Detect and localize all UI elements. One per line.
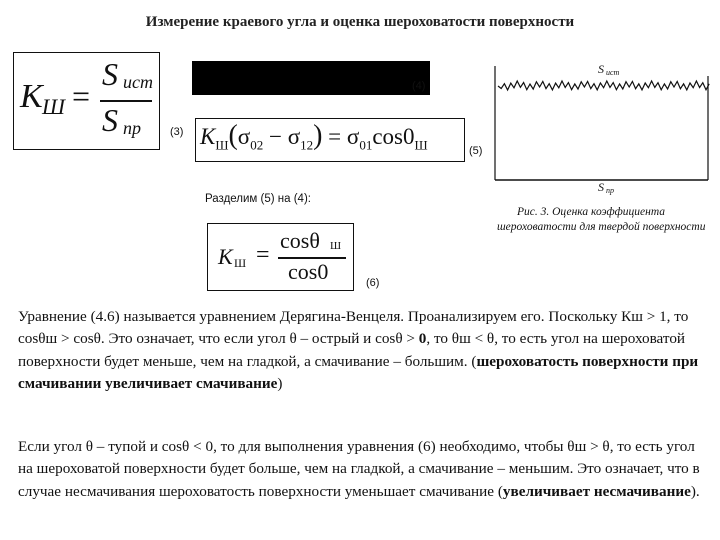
formula-3-paren-open: ( — [228, 120, 238, 151]
formula-3-eq: = — [322, 124, 347, 149]
formula-3-sub02: 02 — [250, 137, 264, 153]
figure-bottom-label-s: S — [598, 180, 604, 194]
paragraph-1-part-2: , то θш < θ, то есть угол на шероховатой поверхности будет меньше, чем на гладкой, а смачивание – большим. ( — [18, 330, 686, 370]
formula-kw-eq: = — [72, 78, 91, 114]
formula-kw-sub-ist: ист — [123, 72, 153, 92]
equation-label-5: (5) — [469, 145, 483, 157]
formula-kw — [20, 56, 155, 144]
formula-3-sigma01: σ — [346, 124, 360, 149]
paragraph-2-part-1: Если угол θ – тупой и cosθ < 0, то для выполнения уравнения (6) необходимо, чтобы θш > θ, то есть угол на шероховатой поверхности будет больше, чем на гладкой, а смачивание – меньшим. Это означает, что в случае несмачивания шероховатость поверхности уменьшает смачивание ( — [18, 438, 700, 500]
formula-3-minus: − — [263, 124, 288, 149]
formula-6-num-sub: Ш — [330, 240, 342, 252]
figure-top-label-s: S — [598, 62, 604, 76]
formula-kw-s-top: S — [102, 56, 118, 92]
formula-kw-s-bottom: S — [102, 102, 118, 138]
formula-6-num-cos: cosθ — [280, 228, 320, 253]
equation-label-6: (6) — [366, 277, 380, 289]
formula-3-theta: 0 — [402, 124, 415, 149]
formula-3-sub01: 01 — [359, 137, 373, 153]
roughness-figure — [490, 56, 712, 196]
formula-3-sigma02: σ — [237, 124, 251, 149]
rough-surface-line — [498, 81, 709, 90]
formula-3-sub-w2: Ш — [414, 137, 428, 153]
formula-kw-k: K — [20, 78, 43, 115]
paragraph-2-part-2: ). — [690, 482, 700, 500]
paragraph-1-bold-1: 0 — [418, 330, 427, 348]
formula-6-k: K — [218, 244, 233, 269]
equation-label-3: (3) — [170, 126, 184, 138]
formula-3-sub-w: Ш — [215, 137, 229, 153]
paragraph-2 — [18, 436, 708, 503]
paragraph-2-bold-1: увеличивает несмачивание — [502, 482, 691, 500]
formula-3-sub12: 12 — [300, 137, 314, 153]
page-title: Измерение краевого угла и оценка шероховатости поверхности — [145, 14, 575, 30]
formula-6-den: cos0 — [288, 259, 329, 284]
formula-3-sigma12: σ — [287, 124, 301, 149]
figure-bottom-label-sub: пр — [606, 186, 614, 195]
redacted-block — [192, 61, 430, 95]
divide-text: Разделим (5) на (4): — [205, 193, 311, 205]
formula-3-cos: cos — [372, 124, 403, 149]
formula-3-k: K — [200, 124, 216, 149]
paragraph-1 — [18, 306, 708, 396]
paragraph-1-part-3: ) — [277, 375, 283, 393]
formula-3 — [200, 120, 462, 158]
formula-3-paren-close: ) — [313, 120, 323, 151]
equation-label-4: (4) — [412, 80, 426, 92]
paragraph-1-part-1: Уравнение (4.6) называется уравнением Дерягина-Венцеля. Проанализируем его. Поскольку Кш > 1, то cosθш > cosθ. Это означает, что если угол θ – острый и cosθ > — [18, 308, 689, 348]
paragraph-1-bold-2: шероховатость поверхности при смачивании увеличивает смачивание — [18, 352, 699, 393]
formula-kw-sub-pr: пр — [123, 118, 141, 138]
roughness-figure-svg — [490, 56, 712, 196]
formula-6 — [210, 226, 350, 286]
formula-kw-sub: Ш — [42, 94, 65, 119]
figure-caption: Рис. 3. Оценка коэффициента шероховатости для твердой поверхности — [497, 206, 706, 233]
formula-6-eq: = — [256, 242, 270, 268]
formula-6-sub-w: Ш — [234, 256, 247, 270]
figure-top-label-sub: ист — [606, 68, 620, 77]
